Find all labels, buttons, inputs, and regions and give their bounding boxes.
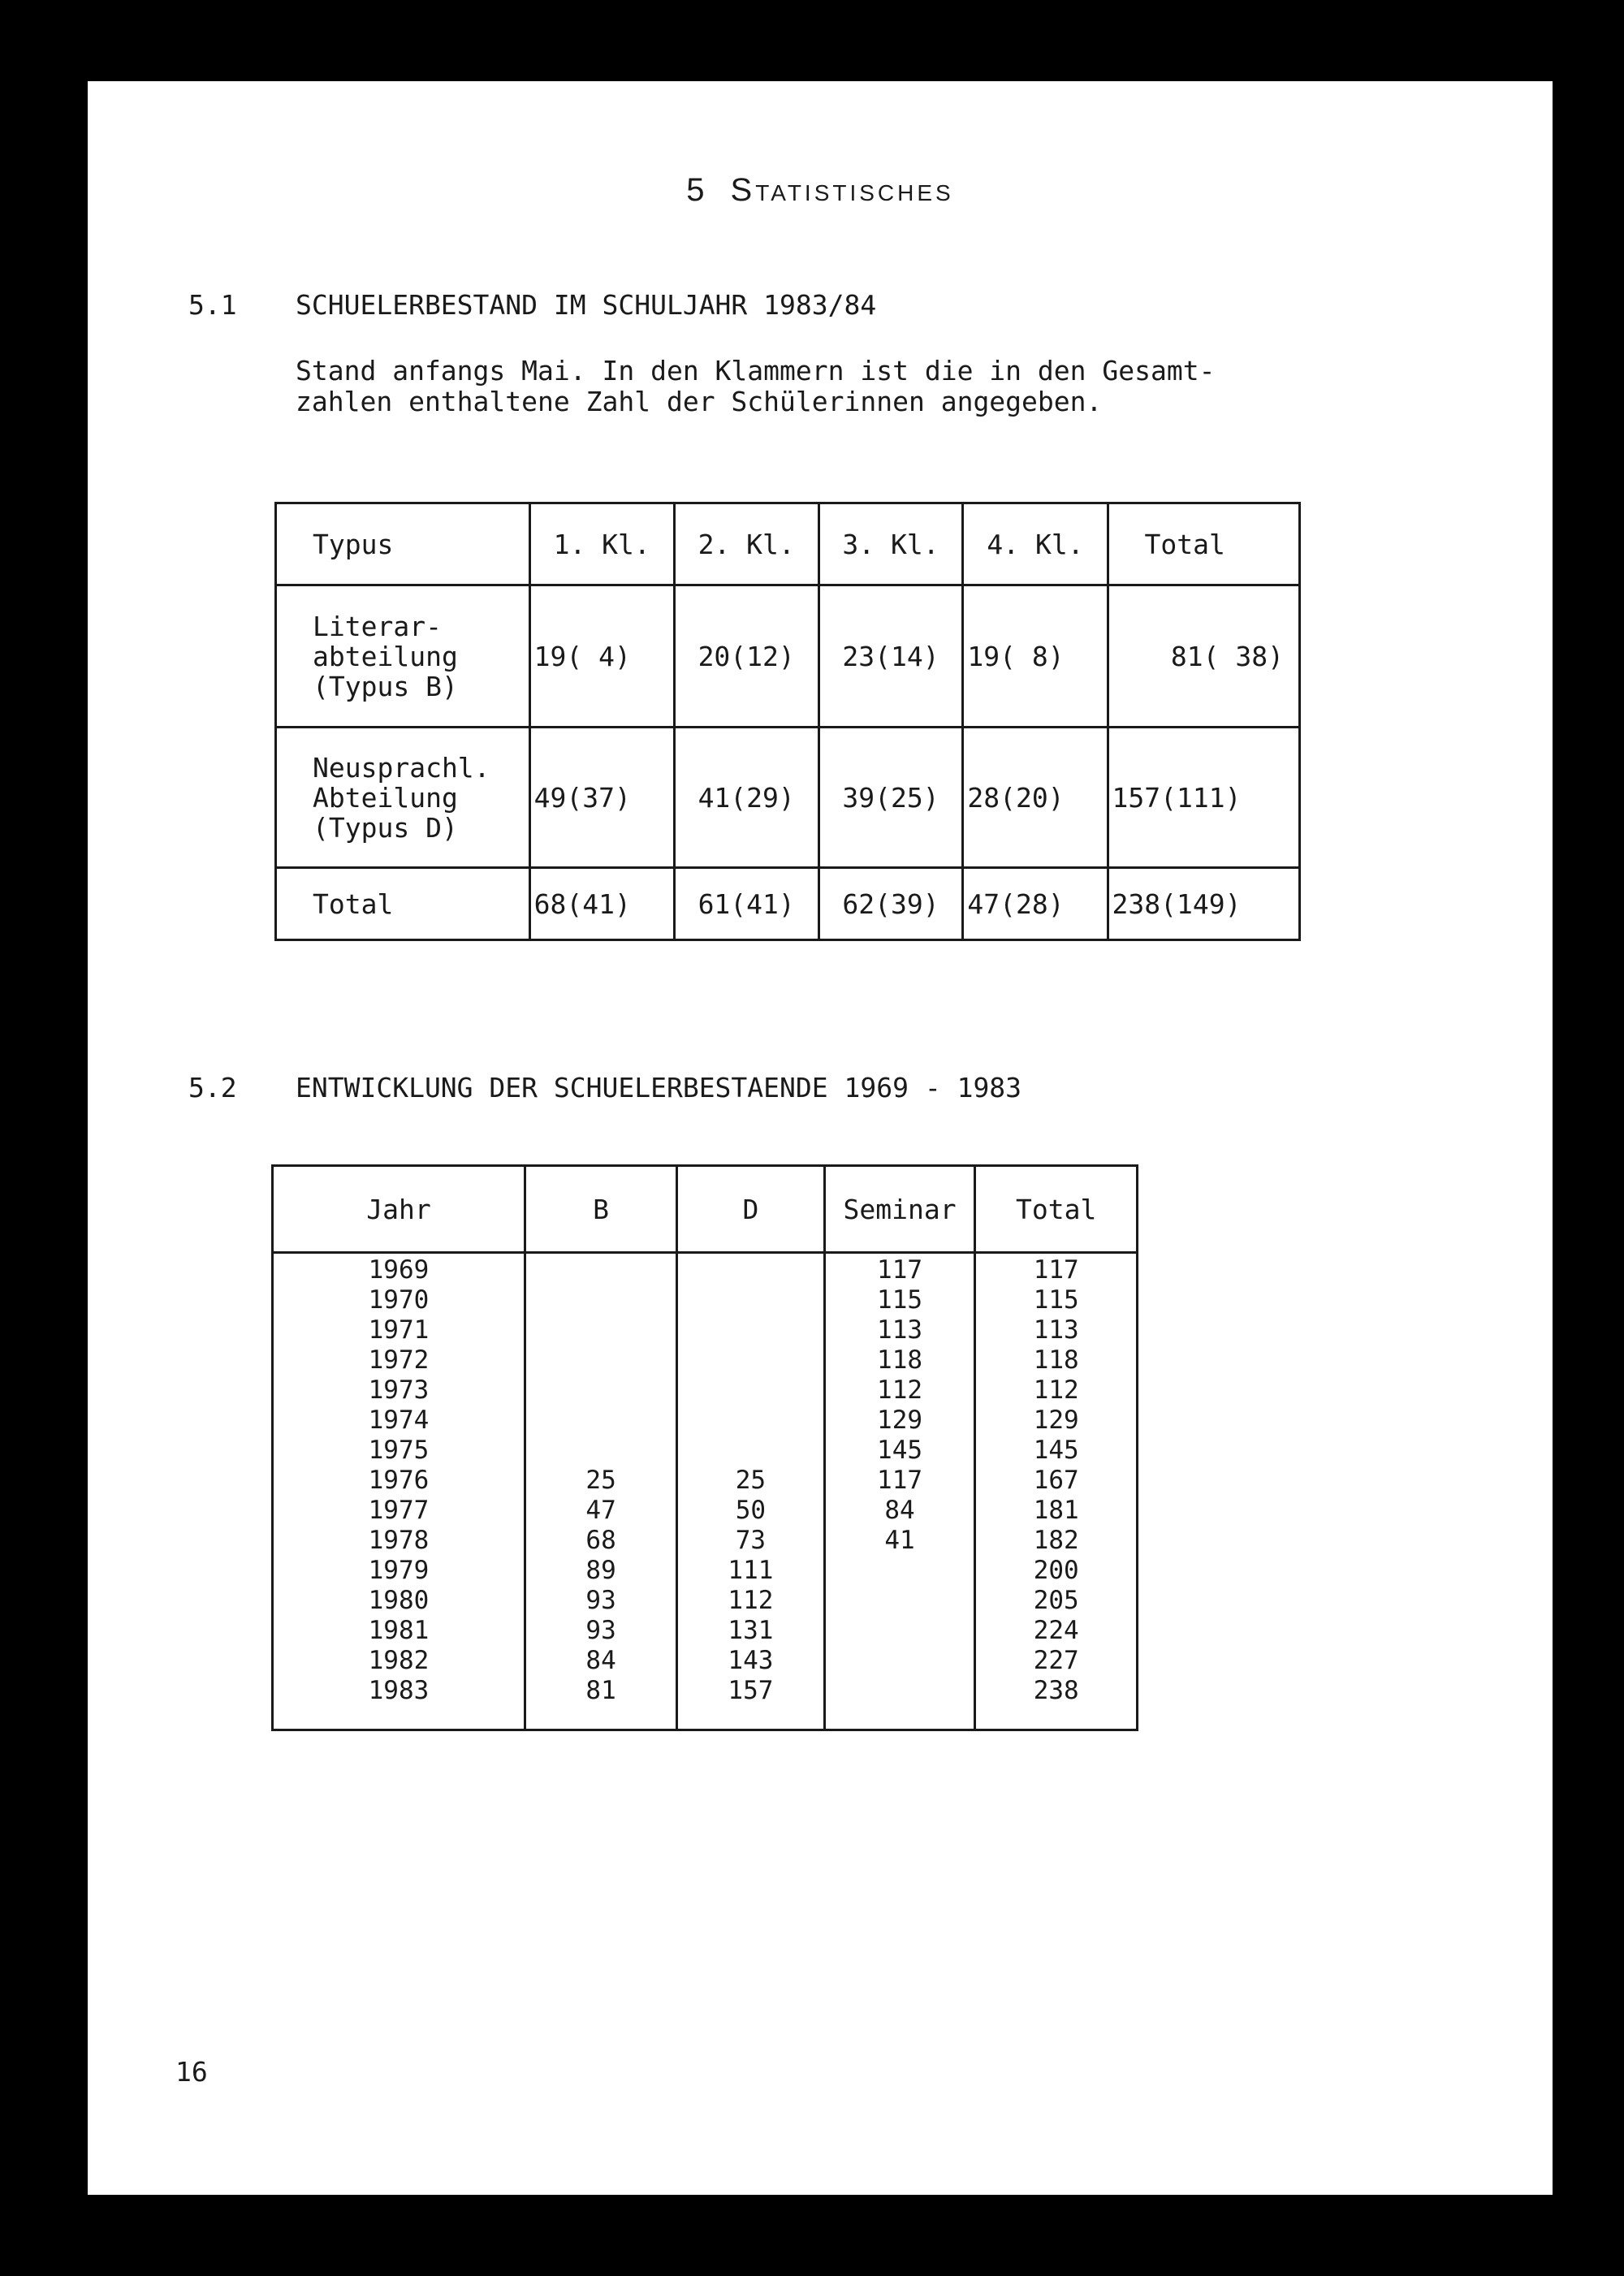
table2-cell: 129 xyxy=(975,1406,1138,1436)
document-page xyxy=(88,81,1553,2195)
section-title: ENTWICKLUNG DER SCHUELERBESTAENDE 1969 - 1983 xyxy=(296,1072,1022,1103)
enrollment-table-1983-84 xyxy=(274,502,1301,941)
table2-cell: 117 xyxy=(824,1466,975,1496)
table2-cell: 84 xyxy=(525,1646,676,1676)
table2-cell xyxy=(525,1253,676,1286)
section-5-1-note xyxy=(296,356,1215,417)
table1-cell: 19( 8) xyxy=(963,585,1108,728)
section-number: 5.2 xyxy=(188,1072,237,1103)
table2-cell: 112 xyxy=(975,1376,1138,1406)
table2-cell: 1981 xyxy=(273,1616,525,1646)
table2-row xyxy=(273,1646,1138,1676)
table1-cell: 47(28) xyxy=(963,868,1108,940)
table2-header-jahr: Jahr xyxy=(273,1166,525,1253)
table2-cell xyxy=(677,1285,824,1315)
page-number: 16 xyxy=(175,2056,208,2088)
table1-cell: 20(12) xyxy=(674,585,818,728)
table2-cell: 50 xyxy=(677,1496,824,1526)
table1-row xyxy=(276,728,1300,868)
table1-cell: 23(14) xyxy=(818,585,963,728)
table2-row xyxy=(273,1253,1138,1286)
table2-cell: 25 xyxy=(525,1466,676,1496)
table1-cell: 19( 4) xyxy=(529,585,674,728)
table2-cell: 200 xyxy=(975,1556,1138,1586)
table2-row xyxy=(273,1586,1138,1616)
table1-row-label: Neusprachl. Abteilung (Typus D) xyxy=(276,728,530,868)
table2-cell xyxy=(677,1315,824,1345)
table2-cell: 1970 xyxy=(273,1285,525,1315)
table2-row xyxy=(273,1466,1138,1496)
table1-header-2: 2. Kl. xyxy=(674,503,818,585)
table2-cell: 118 xyxy=(824,1345,975,1376)
section-title: SCHUELERBESTAND IM SCHULJAHR 1983/84 xyxy=(296,289,877,321)
chapter-heading xyxy=(88,172,1553,209)
table2-row xyxy=(273,1406,1138,1436)
table2-cell: 1977 xyxy=(273,1496,525,1526)
table2-cell xyxy=(824,1556,975,1586)
table1-cell: 28(20) xyxy=(963,728,1108,868)
table1-row-label: Total xyxy=(276,868,530,940)
table2-cell: 224 xyxy=(975,1616,1138,1646)
table2-row xyxy=(273,1315,1138,1345)
table2-cell xyxy=(525,1436,676,1466)
table2-cell: 1976 xyxy=(273,1466,525,1496)
table2-cell: 205 xyxy=(975,1586,1138,1616)
table1-cell: 68(41) xyxy=(529,868,674,940)
table2-cell: 112 xyxy=(677,1586,824,1616)
table2-cell xyxy=(677,1253,824,1286)
table2-cell: 145 xyxy=(975,1436,1138,1466)
table1-cell: 49(37) xyxy=(529,728,674,868)
table2-header-b: B xyxy=(525,1166,676,1253)
table1-cell: 81( 38) xyxy=(1108,585,1299,728)
table2-cell: 182 xyxy=(975,1526,1138,1556)
table2-cell: 112 xyxy=(824,1376,975,1406)
table2-row xyxy=(273,1616,1138,1646)
table2-cell: 167 xyxy=(975,1466,1138,1496)
table2-row xyxy=(273,1676,1138,1730)
note-line-2: zahlen enthaltene Zahl der Schülerinnen angegeben. xyxy=(296,386,1103,417)
table2-cell: 117 xyxy=(975,1253,1138,1286)
table2-cell xyxy=(677,1436,824,1466)
table2-cell: 1979 xyxy=(273,1556,525,1586)
table2-cell: 118 xyxy=(975,1345,1138,1376)
table1-cell: 62(39) xyxy=(818,868,963,940)
table2-cell: 115 xyxy=(824,1285,975,1315)
table1-cell: 39(25) xyxy=(818,728,963,868)
table2-header-total: Total xyxy=(975,1166,1138,1253)
table2-header-seminar: Seminar xyxy=(824,1166,975,1253)
table2-cell: 68 xyxy=(525,1526,676,1556)
table2-cell: 1974 xyxy=(273,1406,525,1436)
table2-cell: 1969 xyxy=(273,1253,525,1286)
table2-cell xyxy=(824,1586,975,1616)
table2-cell xyxy=(824,1646,975,1676)
table1-header-3: 3. Kl. xyxy=(818,503,963,585)
table2-cell: 73 xyxy=(677,1526,824,1556)
table2-header-d: D xyxy=(677,1166,824,1253)
table2-row xyxy=(273,1556,1138,1586)
table2-row xyxy=(273,1496,1138,1526)
table2-cell: 1975 xyxy=(273,1436,525,1466)
table1-cell: 157(111) xyxy=(1108,728,1299,868)
table2-cell xyxy=(824,1676,975,1730)
table2-cell: 1972 xyxy=(273,1345,525,1376)
table1-header-5: Total xyxy=(1108,503,1299,585)
table2-row xyxy=(273,1436,1138,1466)
table2-cell: 47 xyxy=(525,1496,676,1526)
table2-row xyxy=(273,1345,1138,1376)
table2-cell: 129 xyxy=(824,1406,975,1436)
table2-cell: 113 xyxy=(975,1315,1138,1345)
table2-cell: 1978 xyxy=(273,1526,525,1556)
table2-cell: 143 xyxy=(677,1646,824,1676)
table2-cell: 81 xyxy=(525,1676,676,1730)
table2-cell: 1980 xyxy=(273,1586,525,1616)
table2-cell: 145 xyxy=(824,1436,975,1466)
table2-cell xyxy=(824,1616,975,1646)
section-number: 5.1 xyxy=(188,289,237,321)
table1-header-0: Typus xyxy=(276,503,530,585)
chapter-number: 5 xyxy=(686,172,708,208)
table2-cell: 25 xyxy=(677,1466,824,1496)
table2-cell xyxy=(525,1376,676,1406)
table1-cell: 41(29) xyxy=(674,728,818,868)
table2-cell: 131 xyxy=(677,1616,824,1646)
chapter-title: Statistisches xyxy=(730,172,954,208)
table2-cell: 1973 xyxy=(273,1376,525,1406)
table2-cell: 117 xyxy=(824,1253,975,1286)
table2-cell xyxy=(525,1285,676,1315)
table1-header-1: 1. Kl. xyxy=(529,503,674,585)
table2-cell xyxy=(525,1345,676,1376)
table2-cell: 1982 xyxy=(273,1646,525,1676)
table2-cell: 84 xyxy=(824,1496,975,1526)
table2-row xyxy=(273,1376,1138,1406)
table2-cell: 89 xyxy=(525,1556,676,1586)
table2-cell: 157 xyxy=(677,1676,824,1730)
note-line-1: Stand anfangs Mai. In den Klammern ist die in den Gesamt- xyxy=(296,355,1216,387)
table2-cell xyxy=(525,1315,676,1345)
table2-cell: 181 xyxy=(975,1496,1138,1526)
table2-cell: 93 xyxy=(525,1616,676,1646)
table1-cell: 238(149) xyxy=(1108,868,1299,940)
table2-cell xyxy=(677,1345,824,1376)
enrollment-history-table xyxy=(271,1164,1138,1731)
table2-cell: 93 xyxy=(525,1586,676,1616)
table2-cell: 115 xyxy=(975,1285,1138,1315)
table2-cell xyxy=(525,1406,676,1436)
table2-cell: 227 xyxy=(975,1646,1138,1676)
table2-row xyxy=(273,1526,1138,1556)
table2-row xyxy=(273,1285,1138,1315)
table2-cell xyxy=(677,1376,824,1406)
table2-cell: 238 xyxy=(975,1676,1138,1730)
table2-cell: 1983 xyxy=(273,1676,525,1730)
table2-cell: 41 xyxy=(824,1526,975,1556)
table2-cell: 111 xyxy=(677,1556,824,1586)
table1-header-4: 4. Kl. xyxy=(963,503,1108,585)
table1-row xyxy=(276,585,1300,728)
table2-cell: 1971 xyxy=(273,1315,525,1345)
table1-row xyxy=(276,868,1300,940)
table1-row-label: Literar- abteilung (Typus B) xyxy=(276,585,530,728)
table1-cell: 61(41) xyxy=(674,868,818,940)
table2-cell xyxy=(677,1406,824,1436)
table2-cell: 113 xyxy=(824,1315,975,1345)
